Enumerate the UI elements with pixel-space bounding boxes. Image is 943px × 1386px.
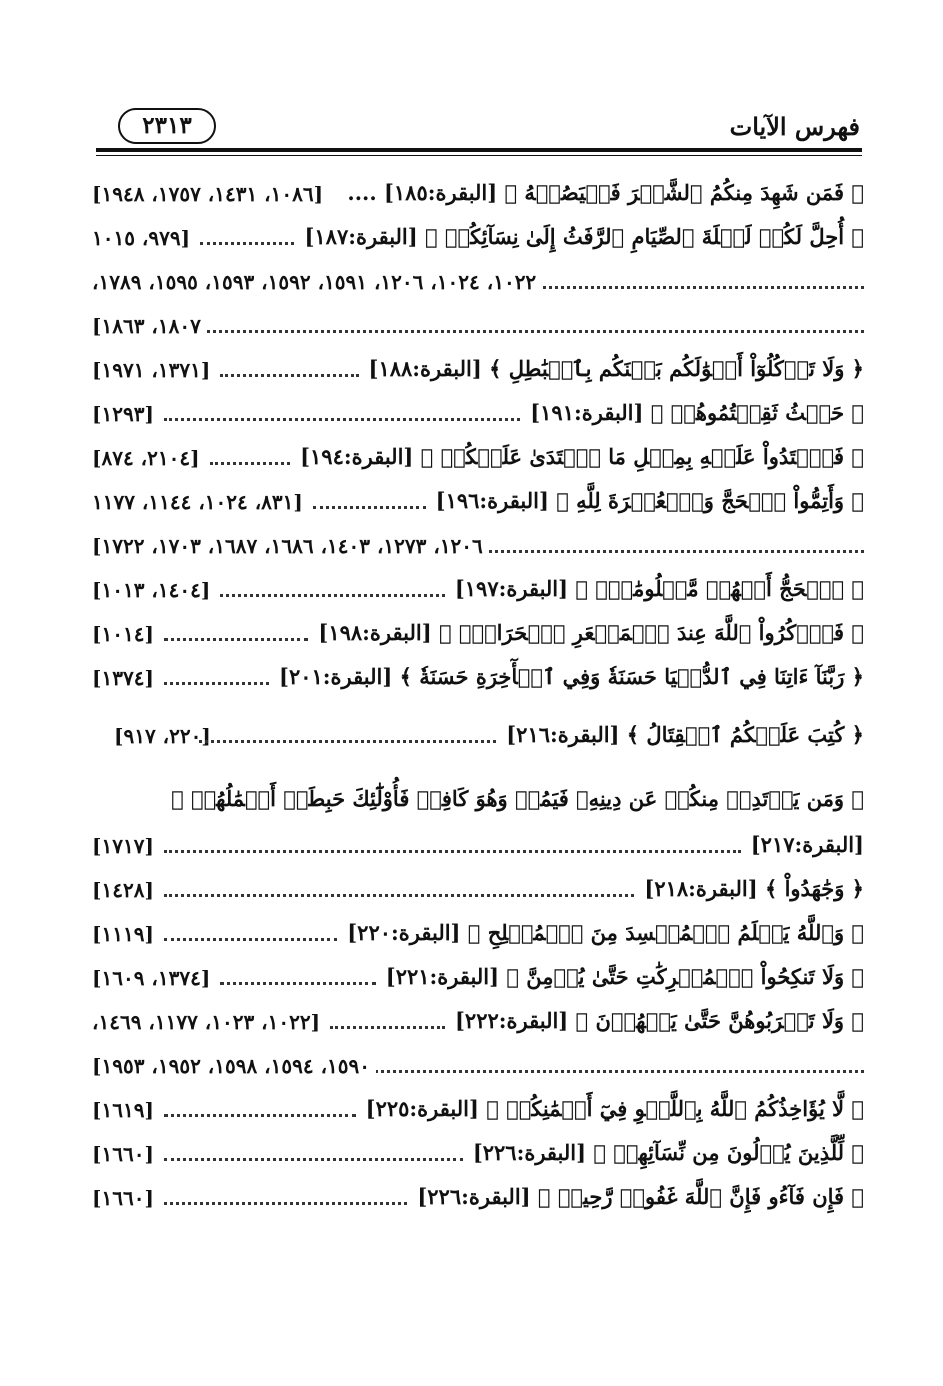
- hadith-refs: [٨٣١، ١٠٢٤، ١١٤٤، ١١٧٧: [92, 490, 303, 514]
- index-entry: [92, 612, 864, 656]
- verse-text: ﴿ فَٱذۡكُرُواْ ٱللَّهَ عِندَ ٱلۡمَشۡعَرِ ٱلۡحَرَامِۖ ﴾ [البقرة:١٩٨]: [318, 620, 864, 645]
- index-entry: [92, 260, 864, 304]
- index-entry: [92, 714, 864, 758]
- hadith-refs: [١٢٩٣]: [92, 402, 154, 426]
- page-header: [96, 104, 860, 148]
- index-entry: [92, 392, 864, 436]
- verse-text: ﴿ كُتِبَ عَلَيۡكُمُ ٱلۡقِتَالُ ﴾ [البقرة:٢١٦]: [506, 722, 864, 747]
- leader-dots: [199, 740, 496, 743]
- verse-text: ﴿ وَلَا تَنكِحُواْ ٱلۡمُشۡرِكَٰتِ حَتَّىٰ يُؤۡمِنَّ ﴾ [البقرة:٢٢١]: [385, 964, 864, 989]
- verse-text: ﴿ لِّلَّذِينَ يُؤۡلُونَ مِن نِّسَآئِهِمۡ ﴾ [البقرة:٢٢٦]: [472, 1140, 864, 1165]
- verse-text: ﴿ وَجَٰهَدُواْ ﴾ [البقرة:٢١٨]: [644, 876, 864, 901]
- verse-text: [البقرة:٢١٧]: [750, 832, 864, 857]
- index-entry: [92, 1000, 864, 1044]
- index-entry: [92, 172, 864, 216]
- index-entry: [92, 1088, 864, 1132]
- header-rule-thick: [96, 148, 862, 152]
- verse-text: ﴿ وَلَا تَقۡرَبُوهُنَّ حَتَّىٰ يَطۡهُرۡنَ ﴾ [البقرة:٢٢٢]: [454, 1008, 864, 1033]
- verse-text: ﴿ رَبَّنَآ ءَاتِنَا فِي ٱلدُّنۡيَا حَسَنَةٗ وَفِي ٱلۡأٓخِرَةِ حَسَنَةٗ ﴾ [البقرة:٢٠١]: [279, 664, 864, 689]
- index-entry: [92, 436, 864, 480]
- verse-text: ﴿ فَإِن فَآءُو فَإِنَّ ٱللَّهَ غَفُورٞ رَّحِيمٞ ﴾ [البقرة:٢٢٦]: [417, 1184, 864, 1209]
- index-entry: [92, 304, 864, 348]
- leader-dots: [164, 850, 741, 853]
- leader-dots: [164, 894, 634, 897]
- verse-text: ﴿ أُحِلَّ لَكُمۡ لَيۡلَةَ ٱلصِّيَامِ ٱلرَّفَثُ إِلَىٰ نِسَآئِكُمۡ ﴾ [البقرة:١٨٧]: [304, 224, 864, 249]
- hadith-refs: [١٣٧٤]: [92, 666, 154, 690]
- verse-text: ﴿ وَأَتِمُّواْ ٱلۡحَجَّ وَٱلۡعُمۡرَةَ لِلَّهِ ﴾ [البقرة:١٩٦]: [435, 488, 864, 513]
- hadith-refs: [١٦١٩]: [92, 1098, 154, 1122]
- index-entry: [92, 656, 864, 700]
- leader-dots: [164, 638, 308, 641]
- leader-dots: [313, 506, 426, 509]
- hadith-refs: [١٣٧١، ١٩٧١]: [92, 358, 211, 382]
- hadith-refs: [١٦٦٠]: [92, 1186, 154, 1210]
- index-entry: [92, 480, 864, 524]
- hadith-refs: [٢١٠٤، ٨٧٤]: [92, 446, 200, 470]
- verse-text: ﴿ وَمَن يَرۡتَدِدۡ مِنكُمۡ عَن دِينِهِۦ فَيَمُتۡ وَهُوَ كَافِرٞ فَأُوْلَٰٓئِكَ حَبِطَتۡ أَعۡمَٰلُهُمۡ ﴾: [171, 786, 864, 811]
- hadith-refs: [١٧١٧]: [92, 834, 154, 858]
- leader-dots: [220, 982, 376, 985]
- verse-text: ﴿ لَّا يُؤَاخِذُكُمُ ٱللَّهُ بِٱللَّغۡوِ فِيٓ أَيۡمَٰنِكُمۡ ﴾ [البقرة:٢٢٥]: [365, 1096, 864, 1121]
- page-number-badge: ٢٣١٣: [118, 108, 216, 144]
- verse-text: ﴿ ٱلۡحَجُّ أَشۡهُرٞ مَّعۡلُومَٰتٞۚ ﴾ [البقرة:١٩٧]: [454, 576, 864, 601]
- leader-dots: [200, 242, 294, 245]
- index-entry: [92, 868, 864, 912]
- index-entry: [92, 1132, 864, 1176]
- hadith-refs: [٢٢٠، ٩١٧]: [114, 724, 211, 748]
- hadith-refs: ١٥٩٠، ١٥٩٤، ١٥٩٨، ١٩٥٢، ١٩٥٣]: [92, 1054, 376, 1078]
- leader-dots: [92, 330, 864, 333]
- hadith-refs: [١٤٢٨]: [92, 878, 154, 902]
- leader-dots: [164, 938, 337, 941]
- hadith-refs: [١٠٢٢، ١٠٢٣، ١١٧٧، ١٤٦٩،: [92, 1010, 321, 1034]
- leader-dots: [220, 374, 359, 377]
- index-entry: [92, 1176, 864, 1220]
- hadith-refs: [١٦٦٠]: [92, 1142, 154, 1166]
- leader-dots: [220, 594, 445, 597]
- leader-dots: [164, 1114, 356, 1117]
- leader-dots: [164, 1158, 463, 1161]
- verse-text: ﴿ فَٱعۡتَدُواْ عَلَيۡهِ بِمِثۡلِ مَا ٱعۡتَدَىٰ عَلَيۡكُمۡ ﴾ [البقرة:١٩٤]: [300, 444, 864, 469]
- index-entry: [92, 956, 864, 1000]
- index-entry: [92, 772, 864, 824]
- verse-text: ﴿ وَلَا تَأۡكُلُوٓاْ أَمۡوَٰلَكُم بَيۡنَكُم بِٱلۡبَٰطِلِ ﴾ [البقرة:١٨٨]: [368, 356, 864, 381]
- index-entry: [92, 216, 864, 260]
- leader-dots: [164, 418, 520, 421]
- hadith-refs: ١٨٠٧، ١٨٦٣]: [92, 314, 207, 338]
- hadith-refs: [١١١٩]: [92, 922, 154, 946]
- hadith-refs: [٩٧٩، ١٠١٥: [92, 226, 191, 250]
- index-entry: [92, 912, 864, 956]
- index-entry: [92, 1044, 864, 1088]
- verse-index-list: [92, 172, 864, 1220]
- running-title: فهرس الآيات: [729, 112, 860, 141]
- hadith-refs: [١٣٧٤، ١٦٠٩]: [92, 966, 211, 990]
- hadith-refs: [١٠٨٦، ١٤٣١، ١٧٥٧، ١٩٤٨]: [92, 182, 324, 206]
- leader-dots: [164, 682, 269, 685]
- index-entry: [92, 824, 864, 868]
- hadith-refs: [١٤٠٤، ١٠١٣]: [92, 578, 211, 602]
- header-rule-thin: [96, 155, 862, 156]
- verse-text: ﴿ وَٱللَّهُ يَعۡلَمُ ٱلۡمُفۡسِدَ مِنَ ٱلۡمُصۡلِحِ ﴾ [البقرة:٢٢٠]: [347, 920, 864, 945]
- hadith-refs: ١٢٠٦، ١٢٧٣، ١٤٠٣، ١٦٨٦، ١٦٨٧، ١٧٠٣، ١٧٢٢]: [92, 534, 489, 558]
- verse-text: ﴿ حَيۡثُ ثَقِفۡتُمُوهُمۡ ﴾ [البقرة:١٩١]: [530, 400, 864, 425]
- verse-text: ﴿ فَمَن شَهِدَ مِنكُمُ ٱلشَّهۡرَ فَلۡيَصُمۡهُ ﴾ [البقرة:١٨٥] ....: [347, 180, 864, 205]
- leader-dots: [330, 1026, 445, 1029]
- hadith-refs: [١٠١٤]: [92, 622, 154, 646]
- index-entry: [92, 568, 864, 612]
- leader-dots: [164, 1202, 407, 1205]
- hadith-refs: ١٠٢٢، ١٠٢٤، ١٢٠٦، ١٥٩١، ١٥٩٢، ١٥٩٣، ١٥٩٥، ١٧٨٩،: [92, 270, 542, 294]
- index-entry: [92, 348, 864, 392]
- leader-dots: [210, 462, 290, 465]
- index-entry: [92, 524, 864, 568]
